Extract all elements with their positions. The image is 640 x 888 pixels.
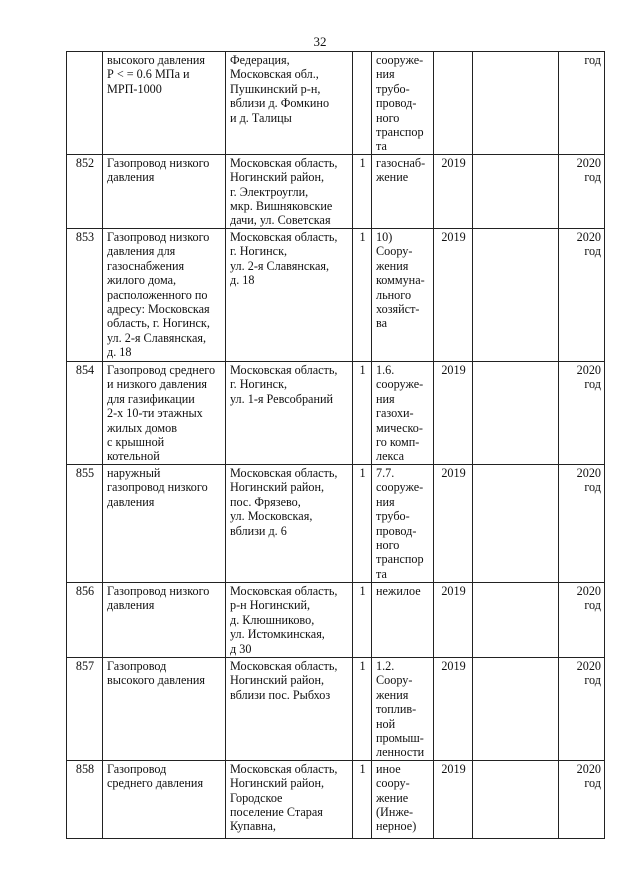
object-name: высокого давления Р < = 0.6 МПа и МРП-1000 (103, 52, 226, 155)
object-name: наружный газопровод низкого давления (103, 464, 226, 582)
object-name: Газопровод среднего и низкого давления для газификации 2-х 10-ти этажных жилых домов с крышной котельной (103, 361, 226, 464)
year-built (434, 52, 473, 155)
row-number (67, 52, 103, 155)
object-type: сооруже- ния трубо- провод- ного транспор та (372, 52, 434, 155)
object-address: Московская область, Ногинский район, пос. Фрязево, ул. Московская, вблизи д. 6 (226, 464, 353, 582)
object-name: Газопровод высокого давления (103, 657, 226, 760)
object-address: Московская область, г. Ногинск, ул. 1-я Ревсобраний (226, 361, 353, 464)
object-address: Московская область, Ногинский район, г. Электроугли, мкр. Вишняковские дачи, ул. Советская (226, 154, 353, 228)
row-number: 856 (67, 582, 103, 657)
year-built: 2019 (434, 760, 473, 838)
object-address: Московская область, р-н Ногинский, д. Клюшниково, ул. Истомкинская, д 30 (226, 582, 353, 657)
empty-cell (473, 582, 559, 657)
empty-cell (473, 52, 559, 155)
year-built: 2019 (434, 657, 473, 760)
object-type: иное соору- жение (Инже- нерное) (372, 760, 434, 838)
empty-cell (473, 361, 559, 464)
object-address: Московская область, г. Ногинск, ул. 2-я Славянская, д. 18 (226, 228, 353, 361)
empty-cell (473, 464, 559, 582)
object-type: 1.6. сооруже- ния газохи- мическо- го комп- лекса (372, 361, 434, 464)
year-built: 2019 (434, 361, 473, 464)
row-number: 854 (67, 361, 103, 464)
table-row (67, 228, 605, 361)
object-quantity: 1 (353, 657, 372, 760)
completion-year: 2020 год (559, 361, 605, 464)
object-quantity: 1 (353, 582, 372, 657)
row-number: 857 (67, 657, 103, 760)
table-row (67, 582, 605, 657)
table-row (67, 361, 605, 464)
object-type: 1.2. Соору- жения топлив- ной промыш- ленности (372, 657, 434, 760)
object-quantity: 1 (353, 760, 372, 838)
table-row (67, 52, 605, 155)
year-built: 2019 (434, 228, 473, 361)
row-number: 855 (67, 464, 103, 582)
empty-cell (473, 657, 559, 760)
object-type: 7.7. сооруже- ния трубо- провод- ного транспор та (372, 464, 434, 582)
completion-year: 2020 год (559, 464, 605, 582)
completion-year: 2020 год (559, 760, 605, 838)
object-name: Газопровод низкого давления (103, 154, 226, 228)
empty-cell (473, 154, 559, 228)
object-type: 10) Соору- жения коммуна- льного хозяйст- ва (372, 228, 434, 361)
object-quantity (353, 52, 372, 155)
object-quantity: 1 (353, 361, 372, 464)
object-address: Московская область, Ногинский район, вблизи пос. Рыбхоз (226, 657, 353, 760)
year-built: 2019 (434, 582, 473, 657)
empty-cell (473, 228, 559, 361)
row-number: 853 (67, 228, 103, 361)
completion-year: год (559, 52, 605, 155)
object-type: нежилое (372, 582, 434, 657)
completion-year: 2020 год (559, 154, 605, 228)
empty-cell (473, 760, 559, 838)
object-address: Московская область, Ногинский район, Городское поселение Старая Купавна, (226, 760, 353, 838)
row-number: 852 (67, 154, 103, 228)
object-quantity: 1 (353, 464, 372, 582)
year-built: 2019 (434, 464, 473, 582)
table-row (67, 464, 605, 582)
object-name: Газопровод низкого давления (103, 582, 226, 657)
row-number: 858 (67, 760, 103, 838)
object-quantity: 1 (353, 154, 372, 228)
object-name: Газопровод низкого давления для газоснабжения жилого дома, расположенного по адресу: Московская область, г. Ногинск, ул. 2-я Славянская, д. 18 (103, 228, 226, 361)
object-quantity: 1 (353, 228, 372, 361)
page-number: 32 (313, 34, 327, 49)
table-row (67, 154, 605, 228)
completion-year: 2020 год (559, 657, 605, 760)
completion-year: 2020 год (559, 228, 605, 361)
object-name: Газопровод среднего давления (103, 760, 226, 838)
completion-year: 2020 год (559, 582, 605, 657)
register-table (66, 51, 605, 839)
object-type: газоснаб- жение (372, 154, 434, 228)
object-address: Федерация, Московская обл., Пушкинский р-н, вблизи д. Фомкино и д. Талицы (226, 52, 353, 155)
year-built: 2019 (434, 154, 473, 228)
table-row (67, 657, 605, 760)
table-row (67, 760, 605, 838)
